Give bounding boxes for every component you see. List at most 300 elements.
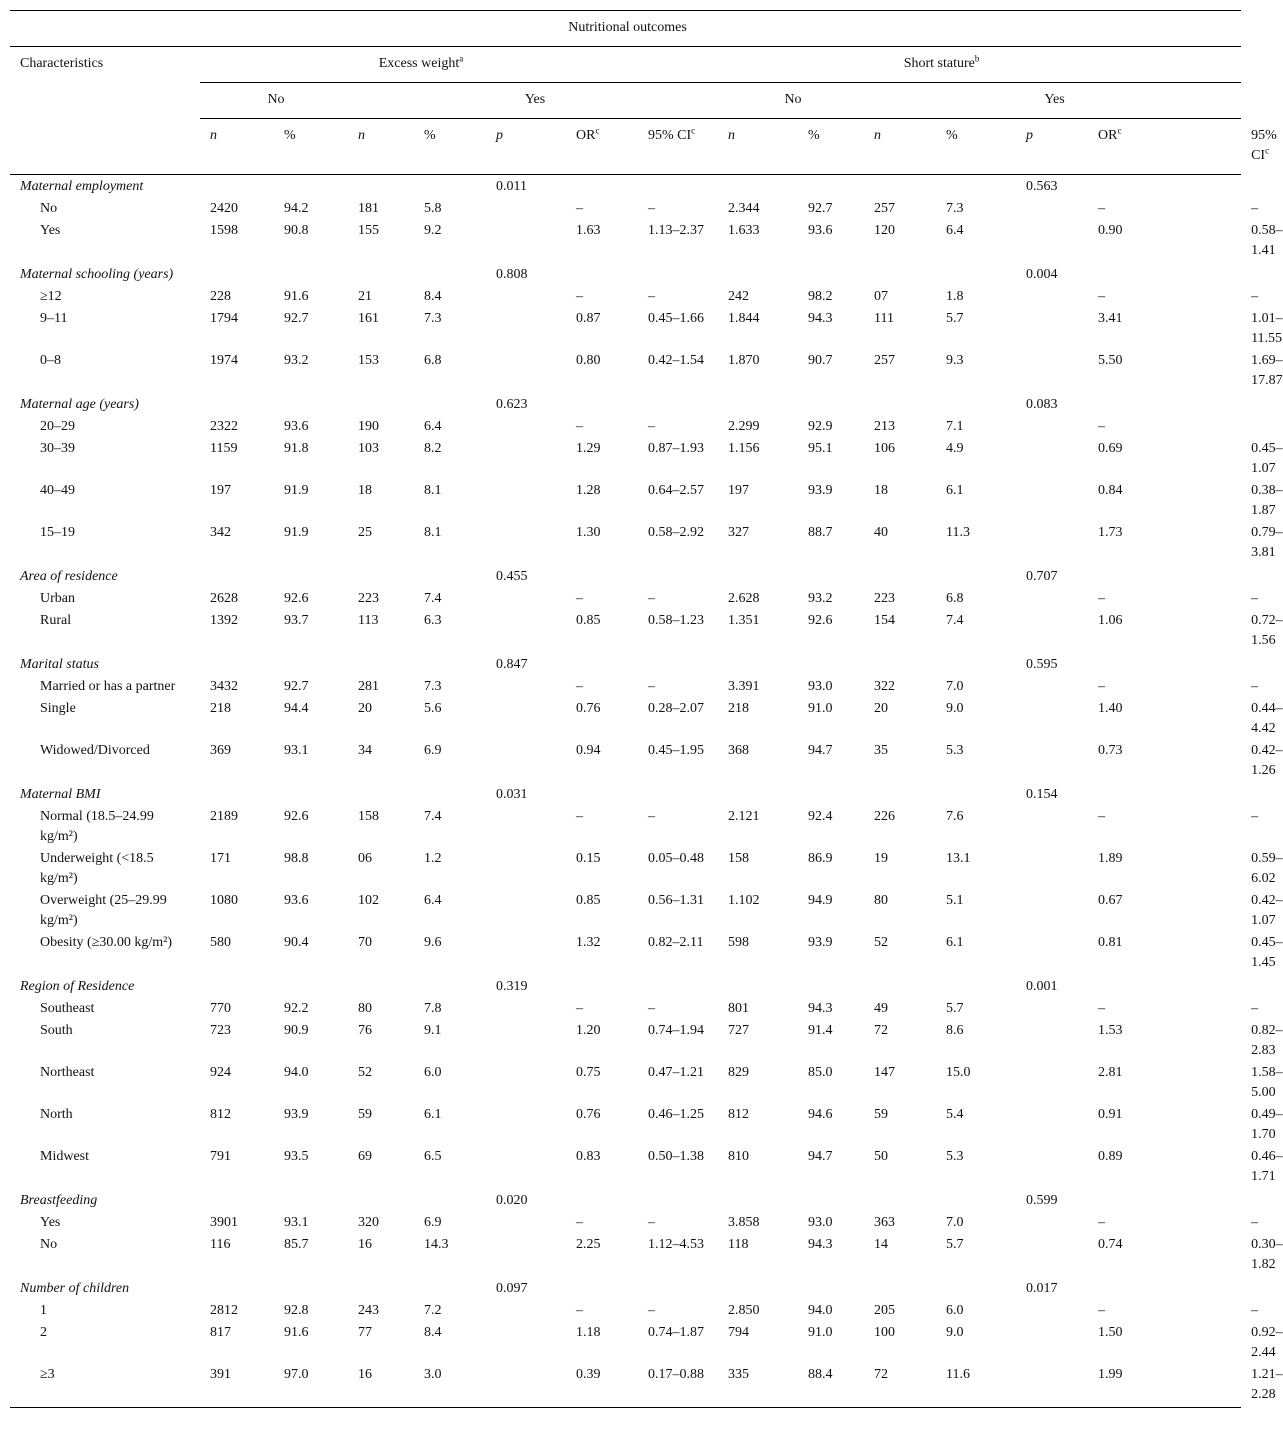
p-excess: 0.031	[496, 787, 528, 802]
row-label: North	[40, 1107, 73, 1122]
empty-cell	[798, 565, 864, 589]
empty-cell	[1016, 439, 1088, 481]
empty-cell	[566, 393, 638, 417]
empty-cell	[1016, 699, 1088, 741]
ss-yes-n: 80	[874, 893, 888, 908]
empty-cell	[1016, 1301, 1088, 1323]
ss-yes-pct: 7.6	[946, 809, 964, 824]
ew-yes-n: 16	[348, 1365, 414, 1408]
ss-no-n: 327	[728, 525, 749, 540]
ss-or: –	[1098, 809, 1105, 824]
empty-cell	[414, 393, 486, 417]
empty-cell	[486, 891, 566, 933]
section-row	[10, 263, 1241, 287]
ss-yes-pct: 7.0	[946, 1215, 964, 1230]
empty-cell	[200, 263, 274, 287]
ss-yes-n: 40	[874, 525, 888, 540]
empty-cell	[414, 565, 486, 589]
row-label: 40–49	[40, 483, 75, 498]
ss-yes-n: 07	[874, 289, 888, 304]
ss-no-pct: 90.7	[808, 353, 833, 368]
ew-ci: –	[648, 1001, 655, 1016]
ss-or: –	[1098, 1001, 1105, 1016]
ss-no-n: 2.121	[728, 809, 760, 824]
empty-cell	[486, 999, 566, 1021]
ew-no-pct: 93.6	[284, 419, 309, 434]
empty-cell	[718, 975, 798, 999]
ss-yes-pct: 5.1	[946, 893, 964, 908]
empty-cell	[486, 1323, 566, 1365]
ew-or: 0.76	[576, 701, 601, 716]
ew-yes-pct: 7.4	[424, 591, 442, 606]
col-p: p	[496, 128, 503, 143]
row-label: Northeast	[40, 1065, 95, 1080]
ew-no-pct: 91.6	[284, 289, 309, 304]
ew-no-n: 1159	[210, 441, 238, 456]
empty-cell	[798, 1277, 864, 1301]
ew-yes-pct: 7.2	[424, 1303, 442, 1318]
table-row: 1 2812 92.8 243 7.2 – – 2.850 94.0 205 6.0 – –	[10, 1301, 1241, 1323]
row-label: Urban	[40, 591, 75, 606]
ew-no-pct: 92.8	[284, 1303, 309, 1318]
ss-no-pct: 91.0	[808, 701, 833, 716]
ew-ci: 0.45–1.95	[648, 743, 704, 758]
table-row: South 723 90.9 76 9.1 1.20 0.74–1.94 727 91.4 72 8.6 1.53 0.82–2.83	[10, 1021, 1241, 1063]
ss-no-pct: 98.2	[808, 289, 833, 304]
row-label: Yes	[40, 1215, 61, 1230]
row-label: Married or has a partner	[40, 679, 176, 694]
ew-ci: 0.64–2.57	[648, 483, 704, 498]
ss-yes-n: 322	[874, 679, 895, 694]
empty-cell	[348, 1277, 414, 1301]
ew-no-pct: 92.2	[284, 1001, 309, 1016]
ew-or: –	[576, 419, 583, 434]
ew-yes-pct: 14.3	[424, 1237, 449, 1252]
ew-no-pct: 92.7	[284, 679, 309, 694]
ew-ci: 0.74–1.87	[648, 1325, 704, 1340]
empty-cell	[566, 1189, 638, 1213]
ss-yes-pct: 9.0	[946, 701, 964, 716]
col-p: p	[1026, 128, 1033, 143]
ss-no-pct: 94.6	[808, 1107, 833, 1122]
ew-yes-pct: 9.6	[424, 935, 442, 950]
ss-or: –	[1098, 679, 1105, 694]
ss-no-n: 368	[728, 743, 749, 758]
ew-yes-pct: 8.1	[424, 525, 442, 540]
ew-yes-n: 06	[358, 851, 372, 866]
ew-yes-n: 161	[358, 311, 379, 326]
ew-no-pct: 91.9	[284, 525, 309, 540]
ss-yes-pct: 8.6	[946, 1023, 964, 1038]
ss-yes-n: 14	[874, 1237, 888, 1252]
col-pct: %	[808, 128, 820, 143]
ew-or: 2.25	[576, 1237, 601, 1252]
ew-ci: 0.05–0.48	[648, 851, 704, 866]
ew-ci: 1.13–2.37	[648, 223, 704, 238]
empty-cell	[1016, 287, 1088, 309]
ew-no-n: 342	[210, 525, 231, 540]
ew-no-n: 2812	[210, 1303, 238, 1318]
empty-cell	[486, 1365, 566, 1408]
ss-no-n: 829	[728, 1065, 749, 1080]
ew-ci: 0.46–1.25	[648, 1107, 704, 1122]
empty-cell	[1016, 741, 1088, 783]
empty-cell	[348, 263, 414, 287]
ew-no-n: 791	[210, 1149, 231, 1164]
ew-no-n: 3901	[210, 1215, 238, 1230]
section-label: Maternal schooling (years)	[20, 267, 174, 282]
table-row: Single 218 94.4 20 5.6 0.76 0.28–2.07 218 91.0 20 9.0 1.40 0.44–4.42	[10, 699, 1241, 741]
ew-or: 1.32	[576, 935, 601, 950]
empty-cell	[1016, 1147, 1088, 1189]
empty-cell	[486, 221, 566, 263]
ew-yes-n: 243	[358, 1303, 379, 1318]
ss-no-n: 2.299	[728, 419, 760, 434]
ss-yes-pct: 15.0	[946, 1065, 971, 1080]
ew-no-pct: 85.7	[284, 1237, 309, 1252]
short-yes-header: Yes	[864, 83, 1241, 119]
empty-cell	[1016, 309, 1088, 351]
section-label: Maternal BMI	[20, 787, 101, 802]
empty-cell	[798, 653, 864, 677]
empty-cell	[864, 975, 936, 999]
p-short: 0.599	[1026, 1193, 1058, 1208]
ss-yes-n: 72	[864, 1365, 936, 1408]
p-excess: 0.808	[496, 267, 528, 282]
ew-ci: –	[648, 1215, 655, 1230]
table-row: 40–49 197 91.9 18 8.1 1.28 0.64–2.57 197 93.9 18 6.1 0.84 0.38–1.87	[10, 481, 1241, 523]
ew-yes-pct: 6.0	[424, 1065, 442, 1080]
empty-cell	[274, 393, 348, 417]
empty-cell	[1088, 393, 1241, 417]
ew-yes-n: 77	[358, 1325, 372, 1340]
empty-cell	[274, 975, 348, 999]
ss-yes-n: 52	[874, 935, 888, 950]
excess-yes-header: Yes	[348, 83, 718, 119]
ss-yes-pct: 11.6	[936, 1365, 1016, 1408]
ew-yes-pct: 6.3	[424, 613, 442, 628]
ss-no-n: 218	[728, 701, 749, 716]
section-label: Area of residence	[20, 569, 118, 584]
excess-no-header: No	[200, 83, 348, 119]
ss-yes-pct: 5.3	[946, 1149, 964, 1164]
empty-cell	[348, 653, 414, 677]
empty-cell	[1016, 849, 1088, 891]
ss-or: 0.67	[1098, 893, 1123, 908]
ss-yes-pct: 4.9	[946, 441, 964, 456]
ss-or: 1.50	[1098, 1325, 1123, 1340]
ew-no-pct: 90.9	[284, 1023, 309, 1038]
ss-or: 1.89	[1098, 851, 1123, 866]
ew-ci: 0.28–2.07	[648, 701, 704, 716]
table-row: 0–8 1974 93.2 153 6.8 0.80 0.42–1.54 1.870 90.7 257 9.3 5.50 1.69–17.87	[10, 351, 1241, 393]
empty-cell	[1016, 589, 1088, 611]
ss-yes-n: 18	[874, 483, 888, 498]
ss-no-pct: 93.2	[808, 591, 833, 606]
ew-yes-pct: 6.4	[424, 893, 442, 908]
ew-yes-pct: 1.2	[424, 851, 442, 866]
ew-or: 1.30	[576, 525, 601, 540]
ew-yes-n: 16	[358, 1237, 372, 1252]
ss-yes-pct: 9.3	[946, 353, 964, 368]
ss-no-n: 335	[718, 1365, 798, 1408]
ew-no-n: 812	[210, 1107, 231, 1122]
ss-or: –	[1098, 1303, 1105, 1318]
ew-or: 0.15	[576, 851, 601, 866]
empty-cell	[486, 849, 566, 891]
empty-cell	[638, 975, 718, 999]
ew-or: –	[576, 201, 583, 216]
col-or: $OR^c$	[1098, 125, 1122, 143]
empty-cell	[486, 199, 566, 221]
p-short: 0.595	[1026, 657, 1058, 672]
ss-no-pct: 88.4	[798, 1365, 864, 1408]
empty-cell	[936, 783, 1016, 807]
ew-yes-n: 69	[358, 1149, 372, 1164]
empty-cell	[1088, 653, 1241, 677]
ew-or: 0.87	[576, 311, 601, 326]
ew-no-pct: 92.7	[284, 311, 309, 326]
col-pct: %	[424, 128, 436, 143]
ss-or: 1.53	[1098, 1023, 1123, 1038]
empty-cell	[936, 175, 1016, 200]
table-container	[10, 10, 1283, 1408]
empty-cell	[486, 933, 566, 975]
ss-or: –	[1098, 591, 1105, 606]
ew-or: 0.75	[576, 1065, 601, 1080]
ew-ci: –	[648, 591, 655, 606]
empty-cell	[864, 1189, 936, 1213]
ew-no-pct: 91.9	[284, 483, 309, 498]
col-or: $OR^c$	[576, 125, 600, 143]
empty-cell	[864, 263, 936, 287]
ew-or: 0.85	[576, 613, 601, 628]
ss-yes-pct: 5.4	[946, 1107, 964, 1122]
empty-cell	[486, 439, 566, 481]
ew-or: 0.39	[566, 1365, 638, 1408]
ew-yes-n: 25	[358, 525, 372, 540]
ew-no-pct: 91.8	[284, 441, 309, 456]
ew-no-n: 924	[210, 1065, 231, 1080]
ss-no-pct: 92.4	[808, 809, 833, 824]
table-row: No 116 85.7 16 14.3 2.25 1.12–4.53 118 94.3 14 5.7 0.74 0.30–1.82	[10, 1235, 1241, 1277]
ew-no-n: 1794	[210, 311, 238, 326]
empty-cell	[1016, 1063, 1088, 1105]
empty-cell	[486, 1235, 566, 1277]
ss-no-pct: 94.7	[808, 1149, 833, 1164]
ss-yes-n: 50	[874, 1149, 888, 1164]
ss-no-pct: 94.7	[808, 743, 833, 758]
ew-no-n: 369	[210, 743, 231, 758]
empty-cell	[638, 565, 718, 589]
ss-yes-n: 223	[874, 591, 895, 606]
ew-yes-pct: 7.3	[424, 311, 442, 326]
ss-yes-pct: 5.7	[946, 1001, 964, 1016]
table-row: No 2420 94.2 181 5.8 – – 2.344 92.7 257 7.3 – –	[10, 199, 1241, 221]
ss-no-n: 158	[728, 851, 749, 866]
empty-cell	[414, 783, 486, 807]
empty-cell	[1016, 677, 1088, 699]
ew-ci: 0.42–1.54	[648, 353, 704, 368]
ew-no-n: 817	[210, 1325, 231, 1340]
p-short: 0.563	[1026, 179, 1058, 194]
ew-or: –	[576, 591, 583, 606]
ew-yes-pct: 5.6	[424, 701, 442, 716]
ew-yes-pct: 6.5	[424, 1149, 442, 1164]
ss-yes-n: 100	[874, 1325, 895, 1340]
ss-no-n: 794	[728, 1325, 749, 1340]
ss-no-pct: 85.0	[808, 1065, 833, 1080]
ew-ci: 1.12–4.53	[648, 1237, 704, 1252]
empty-cell	[798, 783, 864, 807]
empty-cell	[638, 263, 718, 287]
ew-no-n: 2322	[210, 419, 238, 434]
ew-yes-n: 70	[358, 935, 372, 950]
ss-yes-pct: 5.7	[946, 311, 964, 326]
ew-yes-pct: 6.1	[424, 1107, 442, 1122]
ew-no-n: 228	[210, 289, 231, 304]
ew-ci: –	[648, 679, 655, 694]
ew-yes-pct: 7.8	[424, 1001, 442, 1016]
empty-cell	[274, 783, 348, 807]
empty-cell	[718, 653, 798, 677]
empty-cell	[638, 1277, 718, 1301]
ss-no-n: 118	[728, 1237, 749, 1252]
empty-cell	[936, 565, 1016, 589]
empty-cell	[486, 807, 566, 849]
table-row: Obesity (≥30.00 kg/m²) 580 90.4 70 9.6 1.32 0.82–2.11 598 93.9 52 6.1 0.81 0.45–1.45	[10, 933, 1241, 975]
ew-yes-pct: 6.9	[424, 743, 442, 758]
ss-or: 0.90	[1098, 223, 1123, 238]
ew-yes-n: 34	[358, 743, 372, 758]
ss-or: 0.91	[1098, 1107, 1123, 1122]
row-label: 1	[40, 1303, 47, 1318]
ew-yes-n: 76	[358, 1023, 372, 1038]
empty-cell	[200, 175, 274, 200]
empty-cell	[486, 481, 566, 523]
empty-cell	[1016, 1021, 1088, 1063]
ss-no-n: 1.633	[728, 223, 760, 238]
ss-yes-n: 257	[874, 353, 895, 368]
ew-or: 0.94	[576, 743, 601, 758]
ss-yes-n: 35	[874, 743, 888, 758]
ew-no-pct: 93.7	[284, 613, 309, 628]
section-row	[10, 565, 1241, 589]
empty-cell	[274, 1189, 348, 1213]
ss-yes-pct: 7.4	[946, 613, 964, 628]
empty-cell	[1088, 565, 1241, 589]
section-label: Region of Residence	[20, 979, 135, 994]
section-row	[10, 393, 1241, 417]
empty-cell	[936, 393, 1016, 417]
p-excess: 0.319	[496, 979, 528, 994]
empty-cell	[718, 1189, 798, 1213]
ew-yes-n: 80	[358, 1001, 372, 1016]
table-row: Rural 1392 93.7 113 6.3 0.85 0.58–1.23 1.351 92.6 154 7.4 1.06 0.72–1.56	[10, 611, 1241, 653]
ss-yes-pct: 1.8	[946, 289, 964, 304]
ew-yes-n: 21	[358, 289, 372, 304]
empty-cell	[200, 975, 274, 999]
ss-yes-n: 19	[874, 851, 888, 866]
ew-no-pct: 91.6	[284, 1325, 309, 1340]
ew-no-pct: 90.8	[284, 223, 309, 238]
ss-yes-pct: 7.0	[946, 679, 964, 694]
ss-yes-pct: 6.0	[946, 1303, 964, 1318]
section-label: Marital status	[20, 657, 99, 672]
ss-or: 0.74	[1098, 1237, 1123, 1252]
section-row	[10, 783, 1241, 807]
empty-cell	[348, 393, 414, 417]
empty-cell	[414, 975, 486, 999]
empty-cell	[638, 653, 718, 677]
table-row: Normal (18.5–24.99 kg/m²) 2189 92.6 158 7.4 – – 2.121 92.4 226 7.6 – –	[10, 807, 1241, 849]
ss-yes-pct: 9.0	[946, 1325, 964, 1340]
empty-cell	[718, 565, 798, 589]
nutritional-outcomes-table: Nutritional outcomes Characteristics Excess weight$^a$ Short stature$^b$ No Yes No Yes n % n % p $OR^c$ 95% $CI^c$ n % n % p $OR^c$ 95% $CI^c$ Maternal employment 0.011 0.563 No 2420 94.2 181 5.8 – – 2.344 92.7 257 7.3 – – Yes 1598 90.8 155 9.2 1.63 1.13–2.37 1.633 93.6 120 6.4 0.90 0.58–1.41 Maternal schooling (years) 0.808 0.004 ≥12 228 91.6 21 8.4 – – 242 98.2 07 1.8 – – 9–11 1794 92.7 161 7.3 0.87 0.45–1.66 1.844 94.3 111 5.7 3.41 1.01–11.55 0–8 1974 93.2 153 6.8 0.80 0.42–1.54 1.870 90.7 257 9.3 5.50 1.69–17.87 Maternal age (years) 0.623 0.083 20–29 2322 93.6 190 6.4 – – 2.299 92.9 213 7.1 – 30–39 1159 91.8 103 8.2 1.29 0.87–1.93 1.156 95.1 106 4.9 0.69 0.45–1.07 40–49 197 91.9 18 8.1 1.28 0.64–2.57 197 93.9 18 6.1 0.84 0.38–1.87 15–19 342 91.9 25 8.1 1.30 0.58–2.92 327 88.7 40 11.3 1.73 0.79–3.81 Area of residence 0.455 0.707 Urban 2628 92.6 223 7.4 – – 2.628 93.2 223 6.8 – – Rural 1392 93.7 113 6.3 0.85 0.58–1.23 1.351 92.6 154 7.4 1.06 0.72–1.56 Marital status 0.847 0.595 Married or has a partner 3432 92.7 281 7.3 – – 3.391 93.0 322 7.0 – – Single 218 94.4 20 5.6 0.76 0.28–2.07 218 91.0 20 9.0 1.40 0.44–4.42 Widowed/Divorced 369 93.1 34 6.9 0.94 0.45–1.95 368 94.7 35 5.3 0.73 0.42–1.26 Maternal BMI 0.031 0.154 Normal (18.5–24.99 kg/m²) 2189 92.6 158 7.4 – – 2.121 92.4 226 7.6 – – Underweight (<18.5 kg/m²) 171 98.8 06 1.2 0.15 0.05–0.48 158 86.9 19 13.1 1.89 0.59–6.02 Overweight (25–29.99 kg/m²) 1080 93.6 102 6.4 0.85 0.56–1.31 1.102 94.9 80 5.1 0.67 0.42–1.07 Obesity (≥30.00 kg/m²) 580 90.4 70 9.6 1.32 0.82–2.11 598 93.9 52 6.1 0.81 0.45–1.45 Region of Residence 0.319 0.001 Southeast 770 92.2 80 7.8 – – 801 94.3 49 5.7 – – South 723 90.9 76 9.1 1.20 0.74–1.94 727 91.4 72 8.6 1.53 0.82–2.83 Northeast 924 94.0 52 6.0 0.75 0.47–1.21 829 85.0 147 15.0 2.81 1.58–5.00 North 812 93.9 59 6.1 0.76 0.46–1.25 812 94.6 59 5.4 0.91 0.49–1.70 Midwest 791 93.5 69 6.5 0.83 0.50–1.38 810 94.7 50 5.3 0.89 0.46–1.71 Breastfeeding 0.020 0.599 Yes 3901 93.1 320 6.9 – – 3.858 93.0 363 7.0 – – No 116 85.7 16 14.3 2.25 1.12–4.53 118 94.3 14 5.7 0.74 0.30–1.82 Number of children 0.097 0.017 1 2812 92.8 243 7.2 – – 2.850 94.0 205 6.0 – – 2 817 91.6 77 8.4 1.18 0.74–1.87 794 91.0 100 9.0 1.50 0.92–2.44 ≥3 391 97.0 16 3.0 0.39 0.17–0.88 335 88.4 72 11.6 1.99 1.21–2.28	[10, 10, 1241, 1408]
ss-or: 0.73	[1098, 743, 1123, 758]
empty-cell	[1016, 221, 1088, 263]
empty-cell	[486, 677, 566, 699]
ew-yes-pct: 7.3	[424, 679, 442, 694]
ew-yes-n: 320	[358, 1215, 379, 1230]
empty-cell	[1016, 1323, 1088, 1365]
table-row: Southeast 770 92.2 80 7.8 – – 801 94.3 49 5.7 – –	[10, 999, 1241, 1021]
table-row: Urban 2628 92.6 223 7.4 – – 2.628 93.2 223 6.8 – –	[10, 589, 1241, 611]
ew-yes-pct: 8.4	[424, 289, 442, 304]
ss-yes-n: 257	[874, 201, 895, 216]
ew-ci: 0.45–1.66	[648, 311, 704, 326]
table-row: ≥12 228 91.6 21 8.4 – – 242 98.2 07 1.8 – –	[10, 287, 1241, 309]
ew-no-pct: 92.6	[284, 591, 309, 606]
empty-cell	[864, 653, 936, 677]
ew-no-pct: 94.2	[284, 201, 309, 216]
ew-no-n: 2420	[210, 201, 238, 216]
empty-cell	[414, 1277, 486, 1301]
ss-yes-n: 213	[874, 419, 895, 434]
ew-or: –	[576, 289, 583, 304]
ss-yes-pct: 11.3	[946, 525, 970, 540]
ew-or: 0.80	[576, 353, 601, 368]
empty-cell	[1088, 175, 1241, 200]
ew-no-n: 1974	[210, 353, 238, 368]
ew-yes-n: 18	[358, 483, 372, 498]
ss-yes-pct: 6.8	[946, 591, 964, 606]
ss-no-n: 1.102	[728, 893, 760, 908]
empty-cell	[1088, 1277, 1241, 1301]
ew-yes-n: 59	[358, 1107, 372, 1122]
ss-no-n: 2.628	[728, 591, 760, 606]
ew-yes-pct: 9.2	[424, 223, 442, 238]
empty-cell	[200, 783, 274, 807]
ew-ci: 0.56–1.31	[648, 893, 704, 908]
ew-no-pct: 94.4	[284, 701, 309, 716]
ew-yes-pct: 6.4	[424, 419, 442, 434]
empty-cell	[798, 975, 864, 999]
empty-cell	[414, 1189, 486, 1213]
ss-yes-n: 120	[874, 223, 895, 238]
empty-cell	[1016, 1105, 1088, 1147]
empty-cell	[414, 263, 486, 287]
ss-yes-n: 111	[874, 311, 894, 326]
empty-cell	[798, 263, 864, 287]
ew-yes-n: 20	[358, 701, 372, 716]
table-row: Yes 1598 90.8 155 9.2 1.63 1.13–2.37 1.633 93.6 120 6.4 0.90 0.58–1.41	[10, 221, 1241, 263]
table-row: Northeast 924 94.0 52 6.0 0.75 0.47–1.21 829 85.0 147 15.0 2.81 1.58–5.00	[10, 1063, 1241, 1105]
empty-cell	[1016, 199, 1088, 221]
ss-no-n: 1.156	[728, 441, 760, 456]
empty-cell	[718, 175, 798, 200]
ss-no-n: 242	[728, 289, 749, 304]
